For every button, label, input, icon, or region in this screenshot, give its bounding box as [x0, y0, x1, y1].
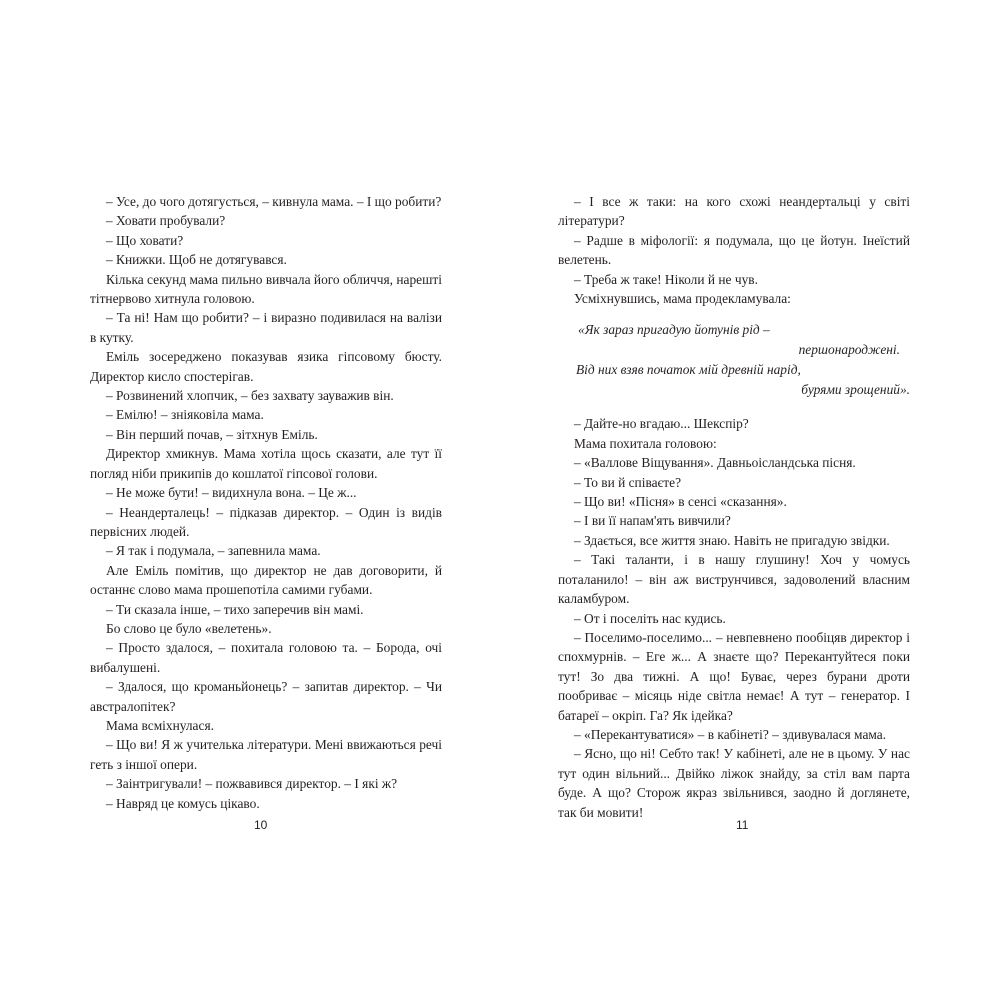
verse-quote — [558, 320, 910, 400]
paragraph: – Розвинений хлопчик, – без захвату зауважив він. — [106, 388, 394, 404]
paragraph: Мама похитала головою: — [574, 435, 717, 451]
paragraph: – Неандерталець! – підказав директор. – Один із видів первісних людей. — [90, 504, 442, 539]
paragraph: – Ясно, що ні! Себто так! У кабінеті, але не в цьому. У нас тут один вільний... Двійко ліжок знайду, за стіл вам парта буде. А що? Сторож якраз звільнився, заодно й доглянете, так би мовити! — [558, 746, 910, 820]
paragraph: – Здається, все життя знаю. Навіть не пригадую звідки. — [574, 532, 890, 548]
paragraph: Але Еміль помітив, що директор не дав договорити, й останнє слово мама прошепотіла самими губами. — [90, 562, 442, 598]
paragraph: Кілька секунд мама пильно вивчала його обличчя, нарешті тітнервово хитнула головою. — [90, 271, 442, 307]
paragraph: – Що ховати? — [106, 232, 184, 248]
paragraph: – Він перший почав, – зітхнув Еміль. — [106, 426, 318, 442]
paragraph: – Навряд це комусь цікаво. — [106, 795, 260, 811]
paragraph: – Ти сказала інше, – тихо заперечив він мамі. — [106, 601, 364, 617]
page-number-right: 11 — [736, 818, 749, 832]
right-page-text-after — [558, 414, 910, 822]
paragraph: – Поселимо-поселимо... – невпевнено пообіцяв директор і спохмурнів. – Еге ж... А знаєте що? Перекантуйтеся поки тут! Зо два тижні. А що! Буває, через бурани дроти пообриває – місяць ніде світла немає! А тут – генератор. І батареї – окріп. Га? Як ідейка? — [558, 629, 910, 723]
right-page-text-before — [558, 192, 910, 308]
paragraph: – Треба ж таке! Ніколи й не чув. — [574, 271, 758, 287]
paragraph: – Я так і подумала, – запевнила мама. — [106, 543, 321, 559]
paragraph: – «Валлове Віщування». Давньоісландська пісня. — [574, 455, 856, 471]
paragraph: – Емілю! – зніяковіла мама. — [106, 407, 264, 423]
verse-line: Від них взяв початок мій древній нарід, — [576, 362, 801, 378]
paragraph: Бо слово це було «велетень». — [106, 620, 272, 636]
verse-line: бурями зрощений». — [801, 382, 910, 398]
paragraph: – «Перекантуватися» – в кабінеті? – здивувалася мама. — [574, 726, 887, 742]
right-page — [558, 192, 910, 822]
paragraph: – Заінтригували! – пожвавився директор. – І які ж? — [106, 776, 398, 792]
paragraph: – Ховати пробували? — [106, 213, 226, 229]
paragraph: Усміхнувшись, мама продекламувала: — [574, 291, 791, 307]
paragraph: – І ви її напам'ять вивчили? — [574, 513, 731, 529]
paragraph: Еміль зосереджено показував язика гіпсовому бюсту. Директор кисло спостерігав. — [90, 349, 442, 384]
paragraph: – Що ви! Я ж учителька літератури. Мені ввижаються речі геть з іншої опери. — [90, 737, 442, 772]
paragraph: – От і поселіть нас кудись. — [574, 610, 726, 626]
paragraph: – Здалося, що кроманьйонець? – запитав директор. – Чи австралопітек? — [90, 679, 442, 714]
paragraph: – Та ні! Нам що робити? – і виразно подивилася на валізи в кутку. — [90, 310, 442, 345]
paragraph: – Усе, до чого дотягусться, – кивнула мама. – І що робити? — [106, 194, 442, 209]
paragraph: – Радше в міфології: я подумала, що це йотун. Інеїстий велетень. — [558, 232, 910, 268]
left-page — [90, 192, 442, 813]
left-page-text — [90, 192, 442, 813]
verse-line: першонароджені. — [798, 342, 900, 358]
paragraph: – Просто здалося, – похитала головою та. – Борода, очі вибалушені. — [90, 640, 442, 675]
verse-line: «Як зараз пригадую йотунів рід – — [578, 322, 770, 338]
paragraph: – Книжки. Щоб не дотягувався. — [106, 252, 287, 268]
paragraph: – І все ж таки: на кого схожі неандертальці у світі літератури? — [558, 194, 910, 229]
paragraph: – Такі таланти, і в нашу глушину! Хоч у чомусь поталанило! – він аж виструнчився, задоволений власним каламбуром. — [558, 552, 910, 607]
paragraph: – Не може бути! – видихнула вона. – Це ж... — [106, 485, 357, 501]
paragraph: Директор хмикнув. Мама хотіла щось сказати, але тут її погляд ніби прикипів до кошлатої гіпсової голови. — [90, 446, 442, 481]
paragraph: – Дайте-но вгадаю... Шекспір? — [574, 416, 749, 432]
page-number-left: 10 — [254, 818, 268, 832]
paragraph: Мама всміхнулася. — [106, 717, 214, 733]
paragraph: – Що ви! «Пісня» в сенсі «сказання». — [574, 494, 787, 510]
paragraph: – То ви й співаєте? — [574, 474, 682, 490]
